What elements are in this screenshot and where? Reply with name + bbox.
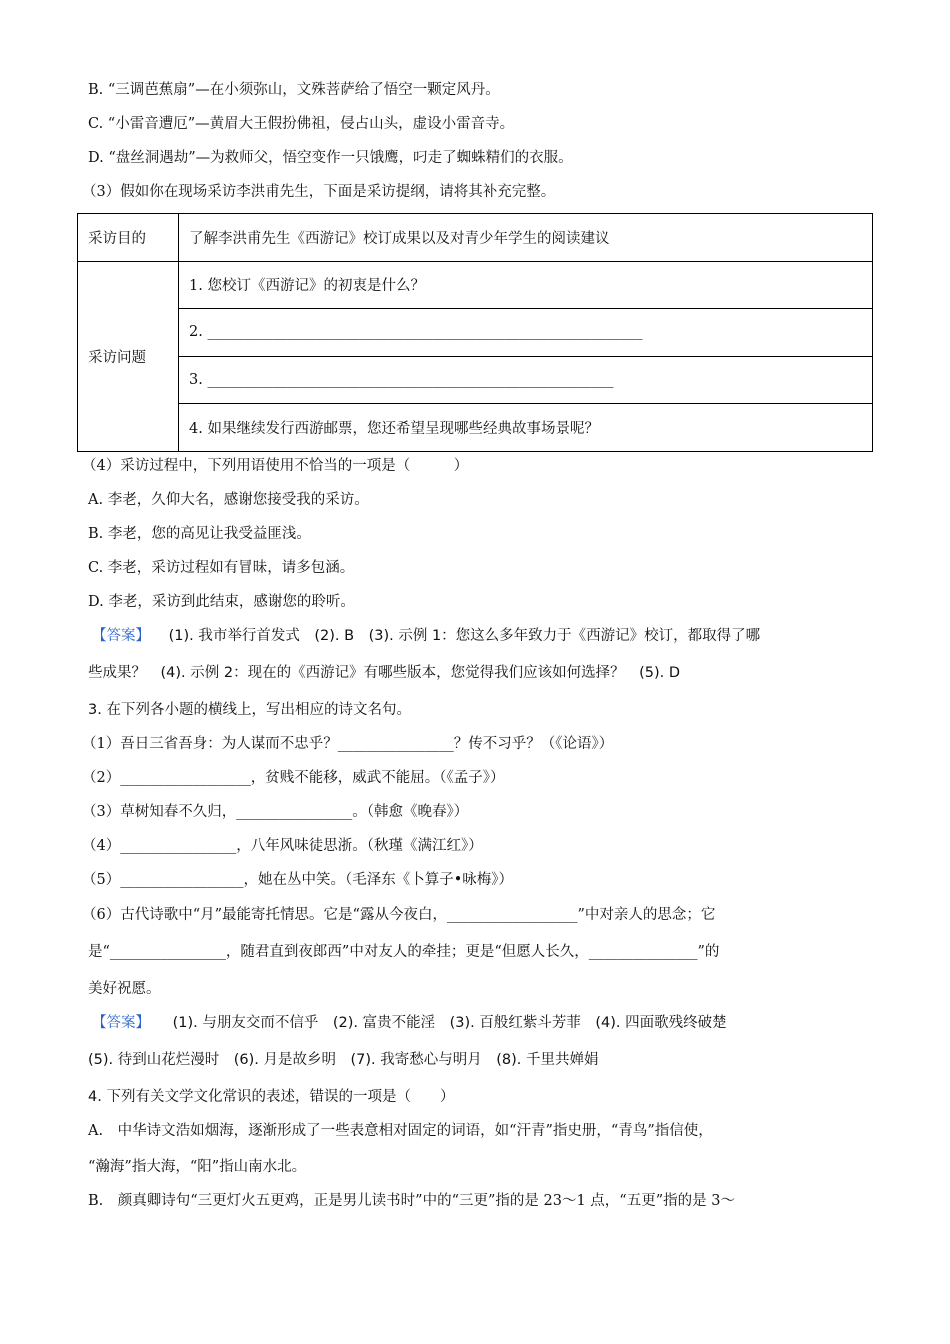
q2-part4-option-c: C. 李老，采访过程如有冒昧，请多包涵。 [88, 560, 355, 576]
answer2-text1: (1). 我市举行首发式 (2). B (3). 示例 1：您这么多年致力于《西游记》校订，都取得了哪 [168, 628, 761, 644]
q3-item-1: （1）吾日三省吾身：为人谋而不忠乎？________________？传不习乎？（《论语》） [82, 736, 614, 752]
q4-title: 4. 下列有关文学文化常识的表述，错误的一项是（ ） [88, 1089, 455, 1105]
q4-option-a-line2: “瀚海”指大海，“阳”指山南水北。 [88, 1159, 307, 1175]
purpose-text: 了解李洪甫先生《西游记》校订成果以及对青少年学生的阅读建议 [179, 214, 873, 262]
q2-part4-option-a: A. 李老，久仰大名，感谢您接受我的采访。 [88, 492, 369, 508]
answer-tag: 【答案】 [92, 628, 150, 644]
answer2-line1 [92, 626, 760, 646]
q2-option-b: B. “三调芭蕉扇”—在小须弥山，文殊菩萨给了悟空一颗定风丹。 [88, 82, 500, 98]
question-2-blank[interactable]: 2. ____________________________________________________________ [179, 309, 873, 357]
q2-part4-prompt: （4）采访过程中，下列用语使用不恰当的一项是（ ） [82, 458, 469, 474]
q3-item-6-line1: （6）古代诗歌中“月”最能寄托情思。它是“露从今夜白，__________________”中对亲人的思念；它 [82, 907, 716, 923]
purpose-label: 采访目的 [78, 214, 179, 262]
q2-part3-prompt: （3）假如你在现场采访李洪甫先生，下面是采访提纲，请将其补充完整。 [82, 184, 556, 200]
answer3-line1 [92, 1013, 727, 1033]
q3-item-2: （2）__________________，贫贱不能移，威武不能屈。（《孟子》） [82, 770, 505, 786]
q2-part4-option-d: D. 李老，采访到此结束，感谢您的聆听。 [88, 594, 355, 610]
q2-option-c: C. “小雷音遭厄”—黄眉大王假扮佛祖，侵占山头，虚设小雷音寺。 [88, 116, 515, 132]
q3-item-6-line2: 是“________________，随君直到夜郎西”中对友人的牵挂；更是“但愿人长久，_______________”的 [88, 944, 720, 960]
q2-option-d: D. “盘丝洞遇劫”—为救师父，悟空变作一只饿鹰，叼走了蜘蛛精们的衣服。 [88, 150, 573, 166]
q3-item-5: （5）_________________，她在丛中笑。（毛泽东《卜算子•咏梅》） [82, 872, 514, 888]
answer3-line2: (5). 待到山花烂漫时 (6). 月是故乡明 (7). 我寄愁心与明月 (8). 千里共婵娟 [88, 1052, 599, 1068]
question-3-blank[interactable]: 3. ________________________________________________________ [179, 356, 873, 404]
q3-item-6-line3: 美好祝愿。 [88, 981, 161, 997]
q2-part4-option-b: B. 李老，您的高见让我受益匪浅。 [88, 526, 311, 542]
q3-title: 3. 在下列各小题的横线上，写出相应的诗文名句。 [88, 702, 411, 718]
question-4: 4. 如果继续发行西游邮票，您还希望呈现哪些经典故事场景呢？ [179, 404, 873, 452]
q4-option-b-line1: B. 颜真卿诗句“三更灯火五更鸡，正是男儿读书时”中的“三更”指的是 23～1 点，“五更”指的是 3～ [88, 1193, 735, 1209]
q3-item-3: （3）草树知春不久归，________________。（韩愈《晚春》） [82, 804, 469, 820]
answer3-text1: (1). 与朋友交而不信乎 (2). 富贵不能淫 (3). 百般红紫斗芳菲 (4). 四面歌残终破楚 [172, 1015, 727, 1031]
answer2-line2: 些成果？ (4). 示例 2：现在的《西游记》有哪些版本，您觉得我们应该如何选择？ (5). D [88, 665, 681, 681]
q3-item-4: （4）________________，八年风味徒思浙。（秋瑾《满江红》） [82, 838, 483, 854]
interview-outline-table [77, 213, 873, 452]
questions-label: 采访问题 [78, 261, 179, 451]
question-1: 1. 您校订《西游记》的初衷是什么？ [179, 261, 873, 309]
q4-option-a-line1: A. 中华诗文浩如烟海，逐渐形成了一些表意相对固定的词语，如“汗青”指史册，“青鸟”指信使， [88, 1123, 713, 1139]
answer-tag: 【答案】 [92, 1015, 150, 1031]
